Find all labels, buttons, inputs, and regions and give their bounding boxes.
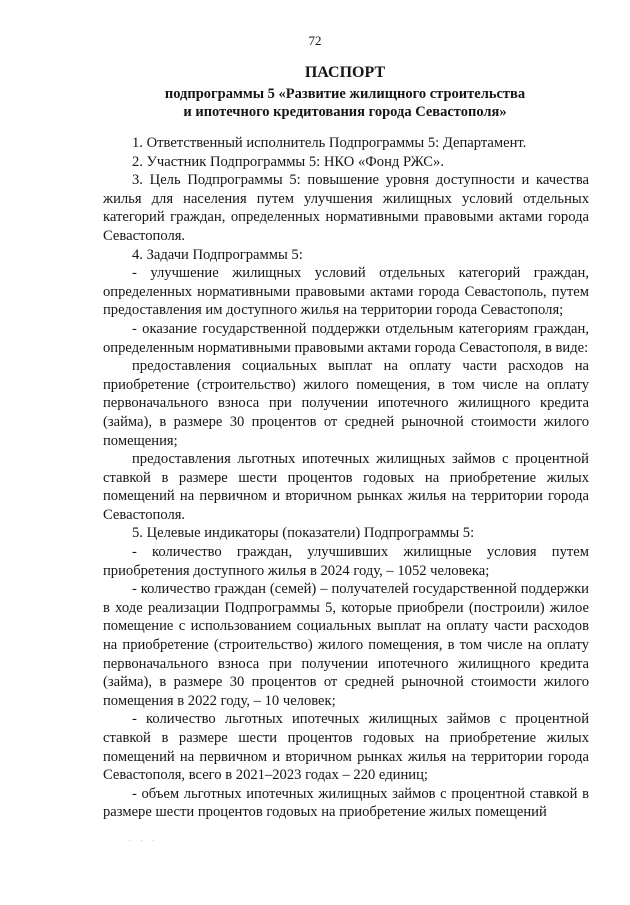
paragraph-participant: 2. Участник Подпрограммы 5: НКО «Фонд РЖС». (132, 153, 444, 170)
scan-noise-marks: · · · (128, 836, 158, 847)
paragraph-task-state-support: - оказание государственной поддержки отдельным категориям граждан, определенным нормативными правовыми актами города Севастополя, в виде: (103, 320, 589, 356)
paragraph-task-housing-improvement: - улучшение жилищных условий отдельных категорий граждан, определенных нормативными правовыми актами города Севастополь, путем предоставления им доступного жилья на территории города Севастополя; (103, 265, 589, 319)
passport-title: ПАСПОРТ (304, 64, 386, 81)
paragraph-indicator-loans-volume: - объем льготных ипотечных жилищных займов с процентной ставкой в размере шести процентов годовых на приобретение жилых помещений (103, 785, 589, 821)
passport-subtitle-line-2: и ипотечного кредитования города Севастополя» (183, 104, 507, 120)
document-body (103, 134, 589, 822)
page-number: 72 (308, 33, 322, 48)
paragraph-indicator-loans-count: - количество льготных ипотечных жилищных займов с процентной ставкой в размере шести процентов годовых на приобретение жилых помещений на первичном и вторичном рынках жилья на территории города Севастополя, всего в 2021–2023 годах – 220 единиц; (103, 711, 589, 784)
paragraph-indicators-heading: 5. Целевые индикаторы (показатели) Подпрограммы 5: (132, 525, 475, 542)
paragraph-indicator-citizens-2024: - количество граждан, улучшивших жилищные условия путем приобретения доступного жилья в 2024 году, – 1052 человека; (103, 544, 589, 579)
paragraph-tasks-heading: 4. Задачи Подпрограммы 5: (132, 246, 303, 263)
paragraph-social-payments: предоставления социальных выплат на оплату части расходов на приобретение (строительство) жилого помещения, в том числе на оплату первоначального взноса при получении ипотечного жилищного кредита (займа), в размере 30 процентов от средней рыночной стоимости жилого помещения; (103, 358, 589, 449)
paragraph-preferential-loans: предоставления льготных ипотечных жилищных займов с процентной ставкой в размере шести процентов годовых на приобретение жилых помещений на первичном и вторичном рынках жилья на территории города Севастополя. (103, 451, 589, 523)
paragraph-responsible-executor: 1. Ответственный исполнитель Подпрограммы 5: Департамент. (132, 135, 527, 151)
passport-subtitle-line-1: подпрограммы 5 «Развитие жилищного строительства (164, 86, 526, 102)
paragraph-goal: 3. Цель Подпрограммы 5: повышение уровня доступности и качества жилья для населения путем улучшения жилищных условий отдельных категорий граждан, определенных нормативными правовыми актами города Севастополя. (103, 172, 589, 244)
paragraph-indicator-families-2022: - количество граждан (семей) – получателей государственной поддержки в ходе реализации Подпрограммы 5, которые приобрели (построили) жилое помещение с использованием социальных выплат на оплату части расходов на приобретение (строительство) жилого помещения, в том числе на оплату первоначального взноса при получении ипотечного жилищного кредита (займа), в размере 30 процентов от средней рыночной стоимости жилого помещения в 2022 году, – 10 человек; (103, 581, 589, 709)
